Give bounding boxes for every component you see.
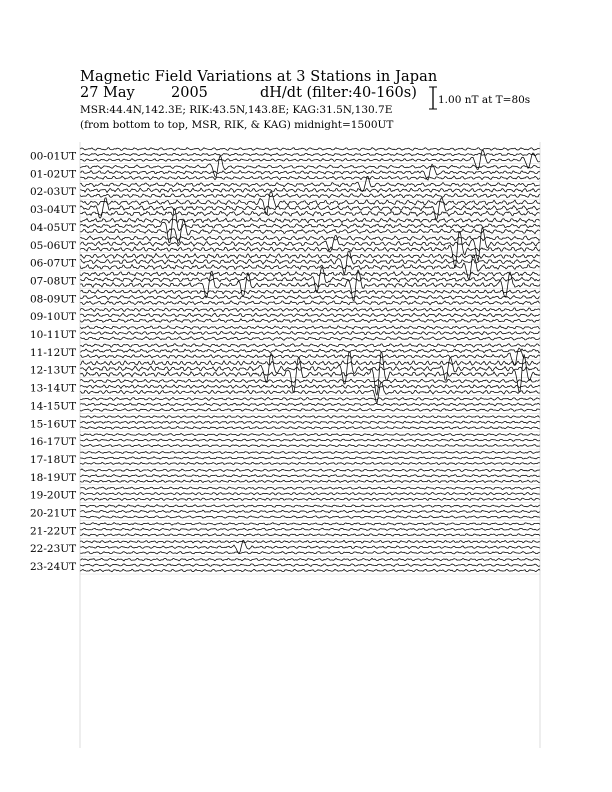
trace-order-note: (from bottom to top, MSR, RIK, & KAG) midnight=1500UT (80, 119, 394, 131)
waveform-trace-rik (80, 528, 540, 531)
hour-label: 23-24UT (30, 561, 77, 574)
waveform-trace-msr (80, 176, 540, 180)
waveform-trace-msr (80, 516, 540, 519)
waveform-trace-msr (80, 408, 540, 411)
waveform-trace-rik (80, 510, 540, 513)
date-year: 2005 (171, 85, 208, 101)
waveform-trace-kag (80, 253, 540, 258)
amplitude-scale (428, 86, 568, 110)
hour-row (30, 267, 540, 301)
waveform-trace-rik (80, 313, 540, 317)
waveform-trace-rik (80, 564, 540, 567)
waveform-trace-msr (80, 551, 540, 554)
waveform-trace-rik (80, 474, 540, 477)
waveform-trace-rik (80, 385, 540, 389)
waveform-trace-rik (80, 492, 540, 495)
hour-row (30, 558, 540, 574)
waveform-trace-kag (80, 415, 540, 418)
waveform-trace-msr (80, 534, 540, 537)
waveform-trace-rik (80, 421, 540, 424)
hour-label: 10-11UT (30, 329, 77, 341)
waveform-trace-msr (80, 569, 540, 572)
hour-label: 18-19UT (30, 471, 77, 484)
waveform-trace-kag (80, 523, 540, 526)
waveform-trace-kag (80, 433, 540, 436)
hour-label: 00-01UT (30, 150, 77, 163)
hour-row (30, 290, 540, 307)
hour-row (30, 308, 540, 324)
waveform-trace-rik (80, 331, 540, 334)
hour-row (30, 505, 540, 521)
waveform-trace-msr (80, 255, 540, 280)
chart-title: Magnetic Field Variations at 3 Stations in Japan (80, 69, 438, 85)
waveform-trace-msr (80, 352, 540, 395)
hour-row (30, 487, 540, 503)
date-day: 27 May (80, 85, 135, 101)
hour-label: 04-05UT (30, 221, 77, 234)
waveform-trace-msr (80, 444, 540, 447)
hour-label: 07-08UT (30, 275, 77, 288)
hour-label: 16-17UT (30, 436, 77, 449)
hour-label: 08-09UT (30, 293, 77, 306)
waveform-trace-msr (80, 337, 540, 341)
hour-label: 21-22UT (30, 525, 77, 538)
waveform-trace-kag (80, 361, 540, 366)
waveform-trace-kag (80, 540, 540, 543)
waveform-trace-msr (80, 211, 540, 216)
waveform-trace-rik (80, 439, 540, 442)
waveform-trace-kag (80, 326, 540, 330)
hour-label: 06-07UT (30, 257, 77, 270)
waveform-trace-msr (80, 194, 540, 198)
waveform-trace-kag (80, 343, 540, 347)
waveform-trace-msr (80, 301, 540, 305)
waveform-trace-rik (80, 457, 540, 460)
component-filter-label: dH/dt (filter:40-160s) (260, 85, 417, 101)
hour-row (30, 451, 540, 467)
hour-row (30, 523, 540, 539)
scale-bar-icon (428, 86, 438, 112)
hour-label: 05-06UT (30, 239, 77, 252)
hour-label: 02-03UT (30, 186, 77, 199)
waveform-trace-msr (80, 319, 540, 323)
waveform-trace-kag (80, 191, 540, 214)
waveform-trace-kag (80, 558, 540, 561)
waveform-trace-kag (80, 379, 540, 383)
waveform-trace-rik (80, 295, 540, 299)
waveform-trace-rik (80, 198, 540, 220)
hour-row (30, 343, 540, 365)
waveform-trace-kag (80, 290, 540, 294)
waveform-trace-kag (80, 397, 540, 400)
waveform-trace-msr (80, 480, 540, 483)
hour-label: 13-14UT (30, 382, 77, 395)
scale-label: 1.00 nT at T=80s (438, 94, 531, 106)
waveform-trace-kag (80, 218, 540, 223)
station-coordinates: MSR:44.4N,142.3E; RIK:43.5N,143.8E; KAG:31.5N,130.7E (80, 104, 393, 116)
hour-row (30, 326, 540, 342)
hour-label: 01-02UT (30, 168, 77, 181)
hour-row (30, 176, 540, 199)
hour-row (30, 228, 540, 268)
waveform-trace-kag (80, 487, 540, 490)
hour-row (30, 415, 540, 431)
hour-label: 14-15UT (30, 400, 77, 413)
waveform-trace-msr (80, 462, 540, 464)
hour-label: 12-13UT (30, 364, 77, 377)
waveform-trace-kag (80, 469, 540, 472)
hour-row (30, 352, 540, 396)
hour-row (30, 540, 540, 556)
waveform-trace-rik (80, 349, 540, 353)
waveform-trace-kag (80, 505, 540, 508)
waveform-trace-rik (80, 403, 540, 406)
hour-label: 03-04UT (30, 204, 77, 217)
hour-label: 11-12UT (30, 346, 77, 359)
hour-label: 15-16UT (30, 418, 77, 431)
waveform-trace-kag (80, 271, 540, 276)
waveform-trace-kag (80, 451, 540, 453)
waveform-trace-msr (80, 426, 540, 429)
hour-label: 22-23UT (30, 543, 77, 556)
hour-row (30, 469, 540, 485)
hour-row (30, 397, 540, 413)
waveform-trace-rik (80, 352, 540, 384)
hour-row (30, 433, 540, 449)
waveform-trace-msr (80, 498, 540, 501)
hour-label: 19-20UT (30, 489, 77, 502)
waveform-trace-kag (80, 308, 540, 312)
hour-label: 20-21UT (30, 507, 77, 520)
waveform-trace-kag (80, 148, 540, 151)
hour-label: 17-18UT (30, 453, 77, 466)
waveform-trace-rik (80, 153, 540, 156)
hour-label: 09-10UT (30, 311, 77, 324)
waveform-trace-kag (80, 236, 540, 241)
waveform-trace-rik (80, 188, 540, 192)
